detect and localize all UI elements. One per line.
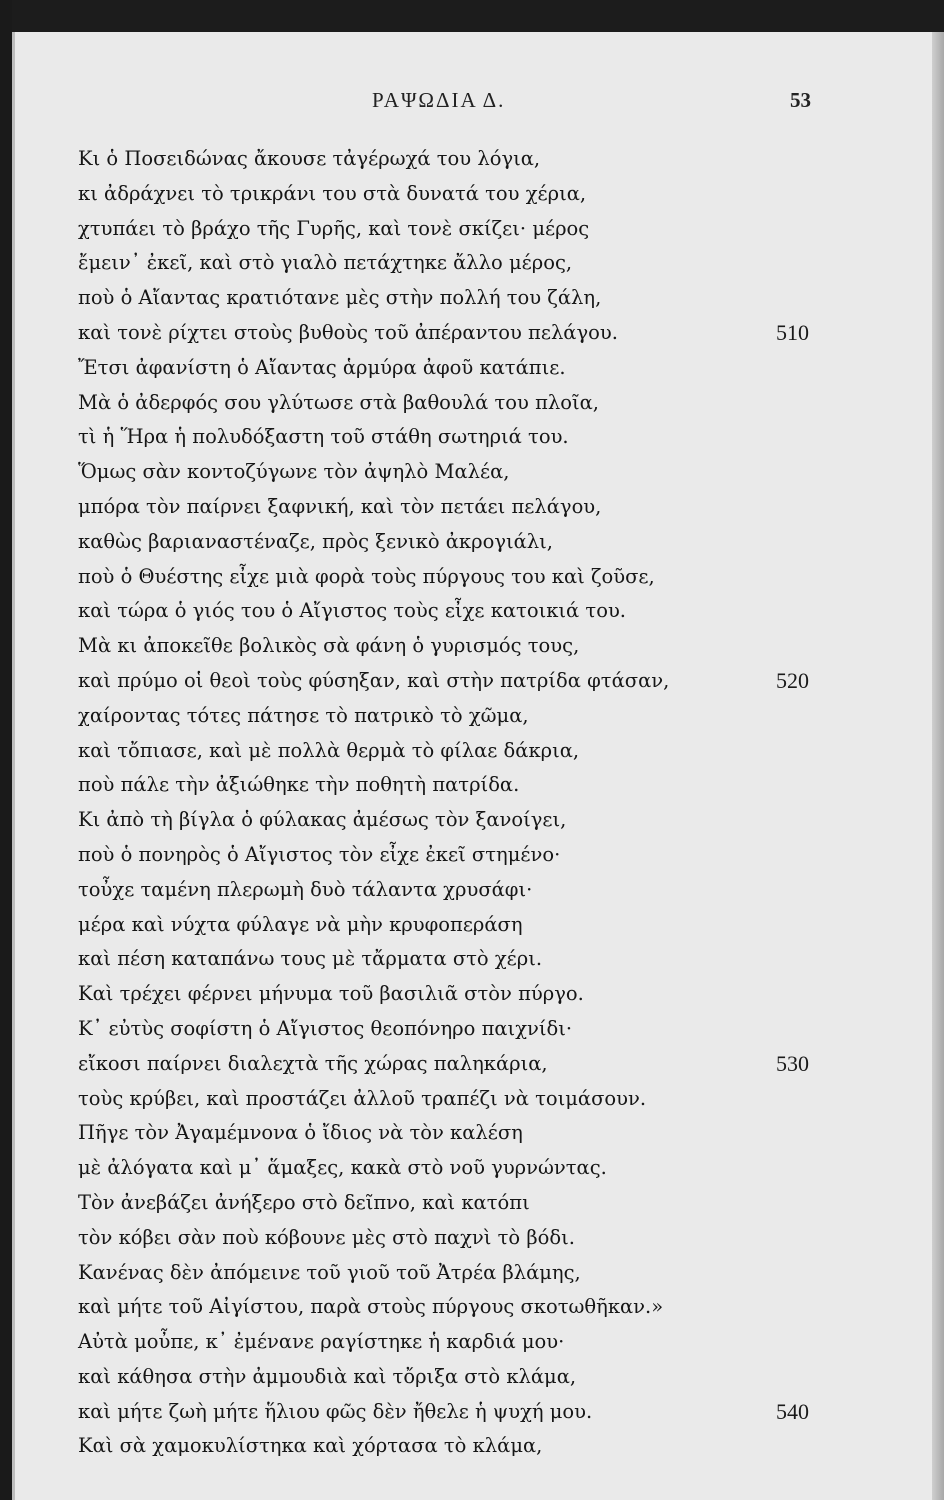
- verse-text: Κι ὁ Ποσειδώνας ἄκουσε τἀγέρωχά του λόγια,: [78, 147, 541, 170]
- line-number: 520: [776, 667, 809, 693]
- verse-line: [78, 699, 838, 734]
- verse-text: Καὶ σὰ χαμοκυλίστηκα καὶ χόρτασα τὸ κλάμα,: [78, 1434, 543, 1458]
- verse-block: [78, 142, 838, 1464]
- scan-top-border: [0, 0, 944, 32]
- verse-text: καὶ πέση καταπάνω τους μὲ τἄρματα στὸ χέρι.: [78, 947, 543, 971]
- running-title: ΡΑΨΩΔΙΑ Δ.: [372, 88, 506, 112]
- verse-line: [78, 316, 838, 351]
- verse-text: Μὰ κι ἀποκεῖθε βολικὸς σὰ φάνη ὁ γυρισμός τους,: [78, 634, 580, 658]
- verse-line: [78, 1151, 838, 1186]
- verse-line: [78, 1116, 838, 1151]
- verse-line: [78, 351, 838, 386]
- verse-line: [78, 490, 838, 525]
- verse-line: [78, 246, 838, 281]
- verse-line: [78, 1186, 838, 1221]
- verse-text: καὶ μήτε τοῦ Αἰγίστου, παρὰ στοὺς πύργους σκοτωθῆκαν.»: [78, 1295, 664, 1319]
- verse-line: [78, 768, 838, 803]
- verse-text: Τὸν ἀνεβάζει ἀνήξερο στὸ δεῖπνο, καὶ κατόπι: [78, 1190, 530, 1214]
- verse-line: [78, 908, 838, 943]
- scan-left-border: [0, 0, 12, 1500]
- verse-line: [78, 1429, 838, 1464]
- verse-line: [78, 142, 838, 177]
- verse-line: [78, 420, 838, 455]
- verse-line: [78, 1395, 838, 1430]
- verse-text: καὶ μήτε ζωὴ μήτε ἥλιου φῶς δὲν ἤθελε ἡ ψυχή μου.: [78, 1399, 593, 1423]
- verse-line: [78, 525, 838, 560]
- verse-text: Ὅμως σὰν κοντοζύγωνε τὸν ἀψηλὸ Μαλέα,: [78, 460, 510, 484]
- verse-line: [78, 1325, 838, 1360]
- verse-text: καὶ πρύμο οἱ θεοὶ τοὺς φύσηξαν, καὶ στὴν πατρίδα φτάσαν,: [78, 668, 670, 692]
- verse-text: Κι ἀπὸ τὴ βίγλα ὁ φύλακας ἀμέσως τὸν ξανοίγει,: [78, 808, 567, 832]
- verse-line: [78, 177, 838, 212]
- verse-text: τὸν κόβει σὰν ποὺ κόβουνε μὲς στὸ παχνὶ τὸ βόδι.: [78, 1225, 575, 1249]
- verse-text: μπόρα τὸν παίρνει ξαφνική, καὶ τὸν πετάει πελάγου,: [78, 494, 602, 518]
- verse-text: ποὺ ὁ Θυέστης εἶχε μιὰ φορὰ τοὺς πύργους του καὶ ζοῦσε,: [78, 564, 655, 588]
- page-number: 53: [790, 88, 811, 112]
- verse-line: [78, 977, 838, 1012]
- verse-line: [78, 1290, 838, 1325]
- page-edge-shadow: [932, 32, 944, 1500]
- verse-line: [78, 281, 838, 316]
- verse-text: ποὺ πάλε τὴν ἀξιώθηκε τὴν ποθητὴ πατρίδα.: [78, 773, 520, 797]
- verse-text: Κ᾽ εὐτὺς σοφίστη ὁ Αἴγιστος θεοπόνηρο παιχνίδι·: [78, 1016, 573, 1040]
- verse-line: [78, 560, 838, 595]
- verse-text: χτυπάει τὸ βράχο τῆς Γυρῆς, καὶ τονὲ σκίζει· μέρος: [78, 216, 590, 240]
- verse-line: [78, 942, 838, 977]
- verse-text: ποὺ ὁ Αἴαντας κρατιότανε μὲς στὴν πολλή του ζάλη,: [78, 286, 602, 310]
- verse-text: τὶ ἡ Ἥρα ἡ πολυδόξαστη τοῦ στάθη σωτηριά του.: [78, 425, 569, 449]
- page-header: [0, 88, 944, 118]
- verse-text: κι ἀδράχνει τὸ τρικράνι του στὰ δυνατά του χέρια,: [78, 181, 587, 205]
- verse-text: Μὰ ὁ ἀδερφός σου γλύτωσε στὰ βαθουλά του πλοῖα,: [78, 390, 600, 414]
- line-number: 510: [776, 319, 809, 345]
- verse-line: [78, 664, 838, 699]
- verse-line: [78, 1360, 838, 1395]
- verse-line: [78, 455, 838, 490]
- verse-line: [78, 1082, 838, 1117]
- verse-text: καὶ τονὲ ρίχτει στοὺς βυθοὺς τοῦ ἀπέραντου πελάγου.: [78, 320, 618, 344]
- verse-text: Ἔτσι ἀφανίστη ὁ Αἴαντας ἁρμύρα ἀφοῦ κατάπιε.: [78, 355, 566, 379]
- verse-text: εἴκοσι παίρνει διαλεχτὰ τῆς χώρας παληκάρια,: [78, 1051, 548, 1075]
- verse-text: καὶ τὄπιασε, καὶ μὲ πολλὰ θερμὰ τὸ φίλαε δάκρια,: [78, 738, 580, 762]
- verse-text: Καὶ τρέχει φέρνει μήνυμα τοῦ βασιλιᾶ στὸν πύργο.: [78, 982, 584, 1006]
- verse-text: τοὖχε ταμένη πλερωμὴ δυὸ τάλαντα χρυσάφι·: [78, 877, 533, 901]
- verse-line: [78, 594, 838, 629]
- verse-text: ἔμειν᾽ ἐκεῖ, καὶ στὸ γιαλὸ πετάχτηκε ἄλλο μέρος,: [78, 251, 573, 275]
- verse-text: μὲ ἀλόγατα καὶ μ᾽ ἅμαξες, κακὰ στὸ νοῦ γυρνώντας.: [78, 1156, 607, 1180]
- verse-line: [78, 1256, 838, 1291]
- verse-line: [78, 873, 838, 908]
- verse-text: τοὺς κρύβει, καὶ προστάζει ἀλλοῦ τραπέζι νὰ τοιμάσουν.: [78, 1086, 647, 1110]
- verse-line: [78, 734, 838, 769]
- verse-line: [78, 1047, 838, 1082]
- line-number: 530: [776, 1050, 809, 1076]
- verse-text: χαίροντας τότες πάτησε τὸ πατρικὸ τὸ χῶμα,: [78, 703, 529, 727]
- verse-line: [78, 838, 838, 873]
- verse-line: [78, 386, 838, 421]
- verse-text: Κανένας δὲν ἀπόμεινε τοῦ γιοῦ τοῦ Ἀτρέα βλάμης,: [78, 1260, 581, 1284]
- verse-line: [78, 1221, 838, 1256]
- verse-text: Πῆγε τὸν Ἀγαμέμνονα ὁ ἴδιος νὰ τὸν καλέση: [78, 1121, 523, 1145]
- verse-line: [78, 629, 838, 664]
- verse-text: Αὐτὰ μοὖπε, κ᾽ ἐμένανε ραγίστηκε ἡ καρδιά μου·: [78, 1330, 565, 1354]
- verse-line: [78, 212, 838, 247]
- verse-line: [78, 1012, 838, 1047]
- verse-text: καὶ κάθησα στὴν ἀμμουδιὰ καὶ τὄριξα στὸ κλάμα,: [78, 1364, 577, 1388]
- verse-text: καὶ τώρα ὁ γιός του ὁ Αἴγιστος τοὺς εἶχε κατοικιά του.: [78, 599, 626, 623]
- line-number: 540: [776, 1398, 809, 1424]
- verse-text: μέρα καὶ νύχτα φύλαγε νὰ μὴν κρυφοπεράση: [78, 912, 523, 936]
- verse-text: καθὼς βαριαναστέναζε, πρὸς ξενικὸ ἀκρογιάλι,: [78, 529, 553, 553]
- verse-text: ποὺ ὁ πονηρὸς ὁ Αἴγιστος τὸν εἶχε ἐκεῖ στημένο·: [78, 842, 561, 866]
- verse-line: [78, 803, 838, 838]
